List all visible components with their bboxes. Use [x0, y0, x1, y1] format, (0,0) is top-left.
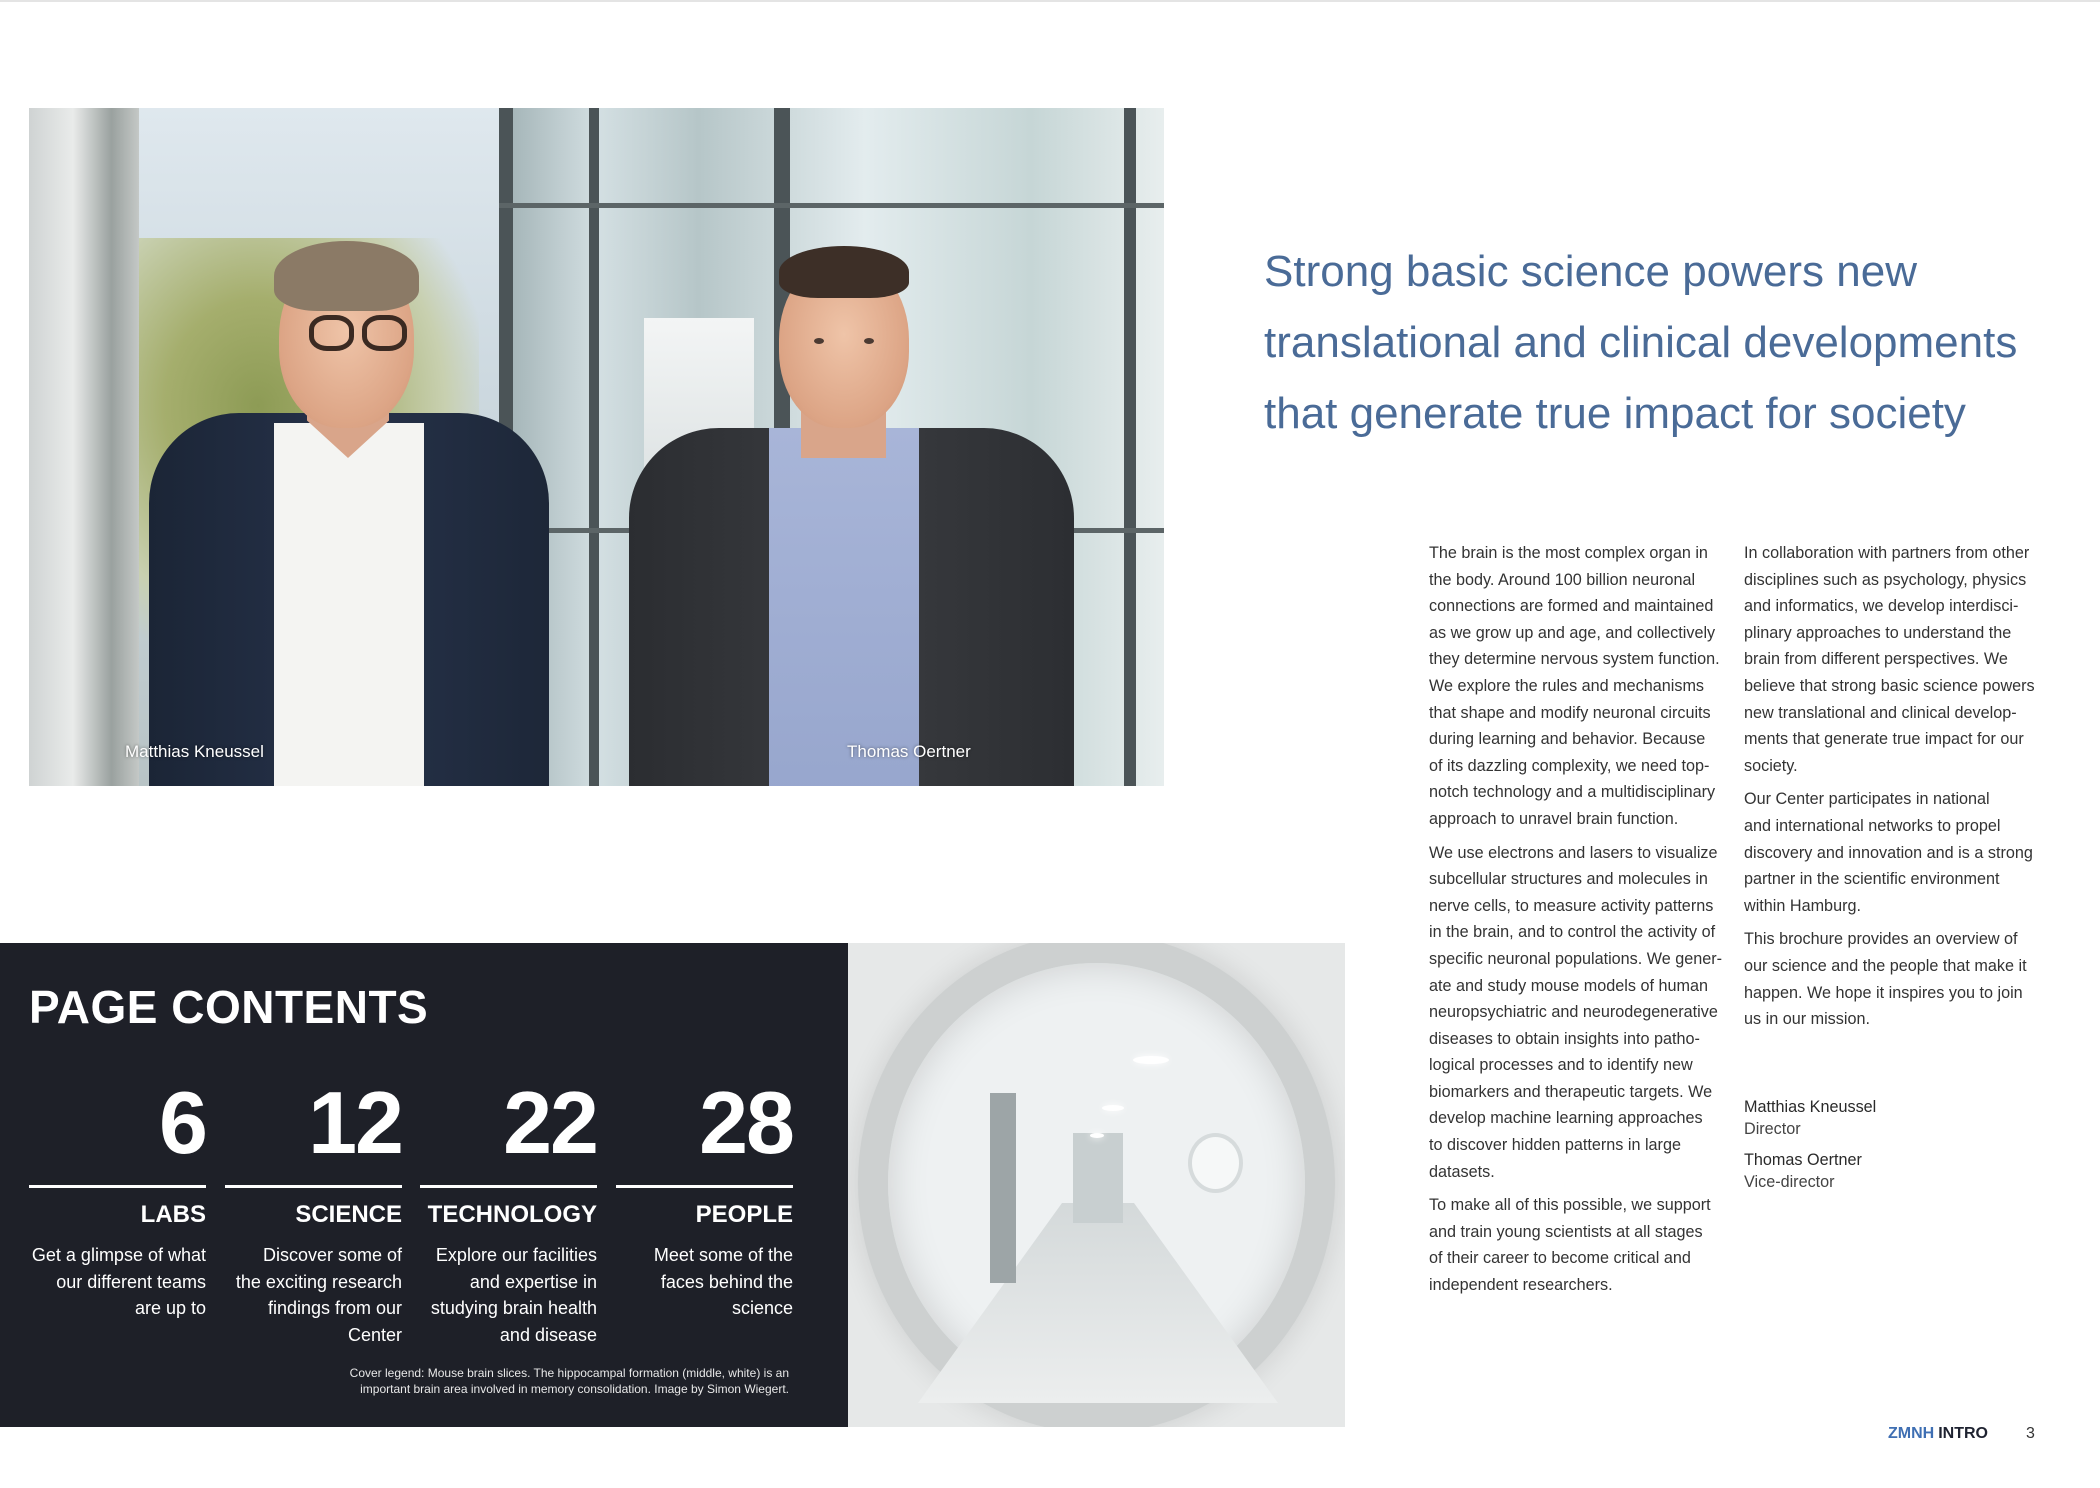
contents-page-number: 22: [503, 1073, 597, 1172]
contents-description: Get a glimpse of what our different teams are up to: [31, 1245, 206, 1318]
contents-item-labs[interactable]: [29, 1073, 206, 1322]
hair: [274, 241, 419, 311]
signature-role: Vice-director: [1744, 1173, 1835, 1191]
cover-legend: Cover legend: Mouse brain slices. The hippocampal formation (middle, white) is an important brain area involved in memory consolidation. Image by Simon Wiegert.: [349, 1366, 789, 1396]
eye: [864, 338, 874, 344]
pillar: [29, 108, 139, 786]
eye: [814, 338, 824, 344]
contents-label: LABS: [140, 1201, 206, 1228]
hair: [779, 246, 909, 298]
headline-line: Strong basic science powers new: [1264, 247, 1917, 296]
page-contents-title: PAGE CONTENTS: [29, 981, 429, 1033]
contents-item-science[interactable]: [225, 1073, 402, 1348]
signature-vice-director: [1744, 1149, 1862, 1193]
body-paragraph: Our Center participates in national and international networks to propel discovery and innovation and is a strong partner in the scientific environment within Hamburg.: [1744, 790, 2033, 915]
window-rail: [499, 203, 1164, 208]
contents-page-number: 12: [308, 1073, 402, 1172]
photo-caption-right: Thomas Oertner: [847, 742, 971, 761]
contents-divider: [420, 1185, 597, 1188]
contents-description: Discover some of the exciting research findings from our Center: [235, 1245, 402, 1345]
contents-label: TECHNOLOGY: [427, 1201, 597, 1228]
contents-description: Explore our facilities and expertise in studying brain health and disease: [430, 1245, 597, 1345]
page-contents-panel: [0, 943, 848, 1427]
corridor-image: [848, 943, 1345, 1427]
corridor-side-door: [990, 1093, 1016, 1283]
signature-name: Matthias Kneussel: [1744, 1098, 1877, 1116]
window-frame: [589, 108, 599, 786]
body-paragraph: To make all of this possible, we support and train young scientists at all stages of their career to become critical and independent researchers.: [1429, 1196, 1711, 1295]
body-column-left: [1429, 540, 1739, 1306]
shirt: [274, 423, 424, 786]
contents-label: PEOPLE: [695, 1201, 793, 1228]
headline-line: translational and clinical developments: [1264, 318, 2018, 367]
page-number: 3: [2026, 1425, 2035, 1442]
footer-brand: ZMNH: [1888, 1425, 1935, 1442]
door-porthole: [1188, 1133, 1243, 1193]
body-paragraph: This brochure provides an overview of our science and the people that make it happen. We hope it inspires you to join us in our mission.: [1744, 930, 2027, 1029]
contents-page-number: 6: [159, 1073, 206, 1172]
signature-name: Thomas Oertner: [1744, 1151, 1862, 1169]
body-column-right: [1744, 540, 2054, 1040]
corridor-end-door: [1073, 1133, 1123, 1223]
ceiling-light: [1133, 1056, 1169, 1064]
contents-divider: [616, 1185, 793, 1188]
ceiling-light: [1102, 1105, 1124, 1111]
contents-divider: [225, 1185, 402, 1188]
contents-label: SCIENCE: [295, 1201, 402, 1228]
glasses-icon: [362, 315, 407, 351]
footer-section: INTRO: [1938, 1425, 1988, 1442]
glasses-icon: [309, 315, 354, 351]
photo-caption-left: Matthias Kneussel: [125, 742, 264, 761]
ceiling-light: [1090, 1133, 1104, 1138]
person-right: [629, 228, 1089, 786]
signature-role: Director: [1744, 1120, 1801, 1138]
headline: [1264, 236, 2064, 449]
top-rule: [0, 0, 2100, 2]
directors-photo: [29, 108, 1164, 786]
contents-item-technology[interactable]: [420, 1073, 597, 1348]
headline-line: that generate true impact for society: [1264, 389, 1966, 438]
contents-description: Meet some of the faces behind the science: [653, 1245, 793, 1318]
page-footer: [1888, 1425, 2035, 1443]
contents-item-people[interactable]: [616, 1073, 793, 1322]
window-frame: [1124, 108, 1136, 786]
body-paragraph: In collaboration with partners from other disciplines such as psychology, physics and informatics, we develop interdisci- plinary approaches to understand the brain from different perspectives. We believe that strong basic science powers new translational and clinical develop- ments that generate true impact for our society.: [1744, 544, 2035, 775]
body-paragraph: We use electrons and lasers to visualize subcellular structures and molecules in nerve cells, to measure activity patterns in the brain, and to control the activity of specific neuronal populations. We gener- ate and study mouse models of human neuropsychiatric and neurodegenerative diseases to obtain insights into patho- logical processes and to identify new biomarkers and therapeutic targets. We develop machine learning approaches to discover hidden patterns in large datasets.: [1429, 843, 1723, 1181]
shirt: [769, 428, 919, 786]
contents-page-number: 28: [699, 1073, 793, 1172]
signature-director: [1744, 1096, 1876, 1140]
person-left: [139, 213, 579, 786]
contents-divider: [29, 1185, 206, 1188]
body-paragraph: The brain is the most complex organ in the body. Around 100 billion neuronal connections are formed and maintained as we grow up and age, and collectively they determine nervous system function. We explore the rules and mechanisms that shape and modify neuronal circuits during learning and behavior. Because of its dazzling complexity, we need top- notch technology and a multidisciplinary approach to unravel brain function.: [1429, 544, 1720, 828]
